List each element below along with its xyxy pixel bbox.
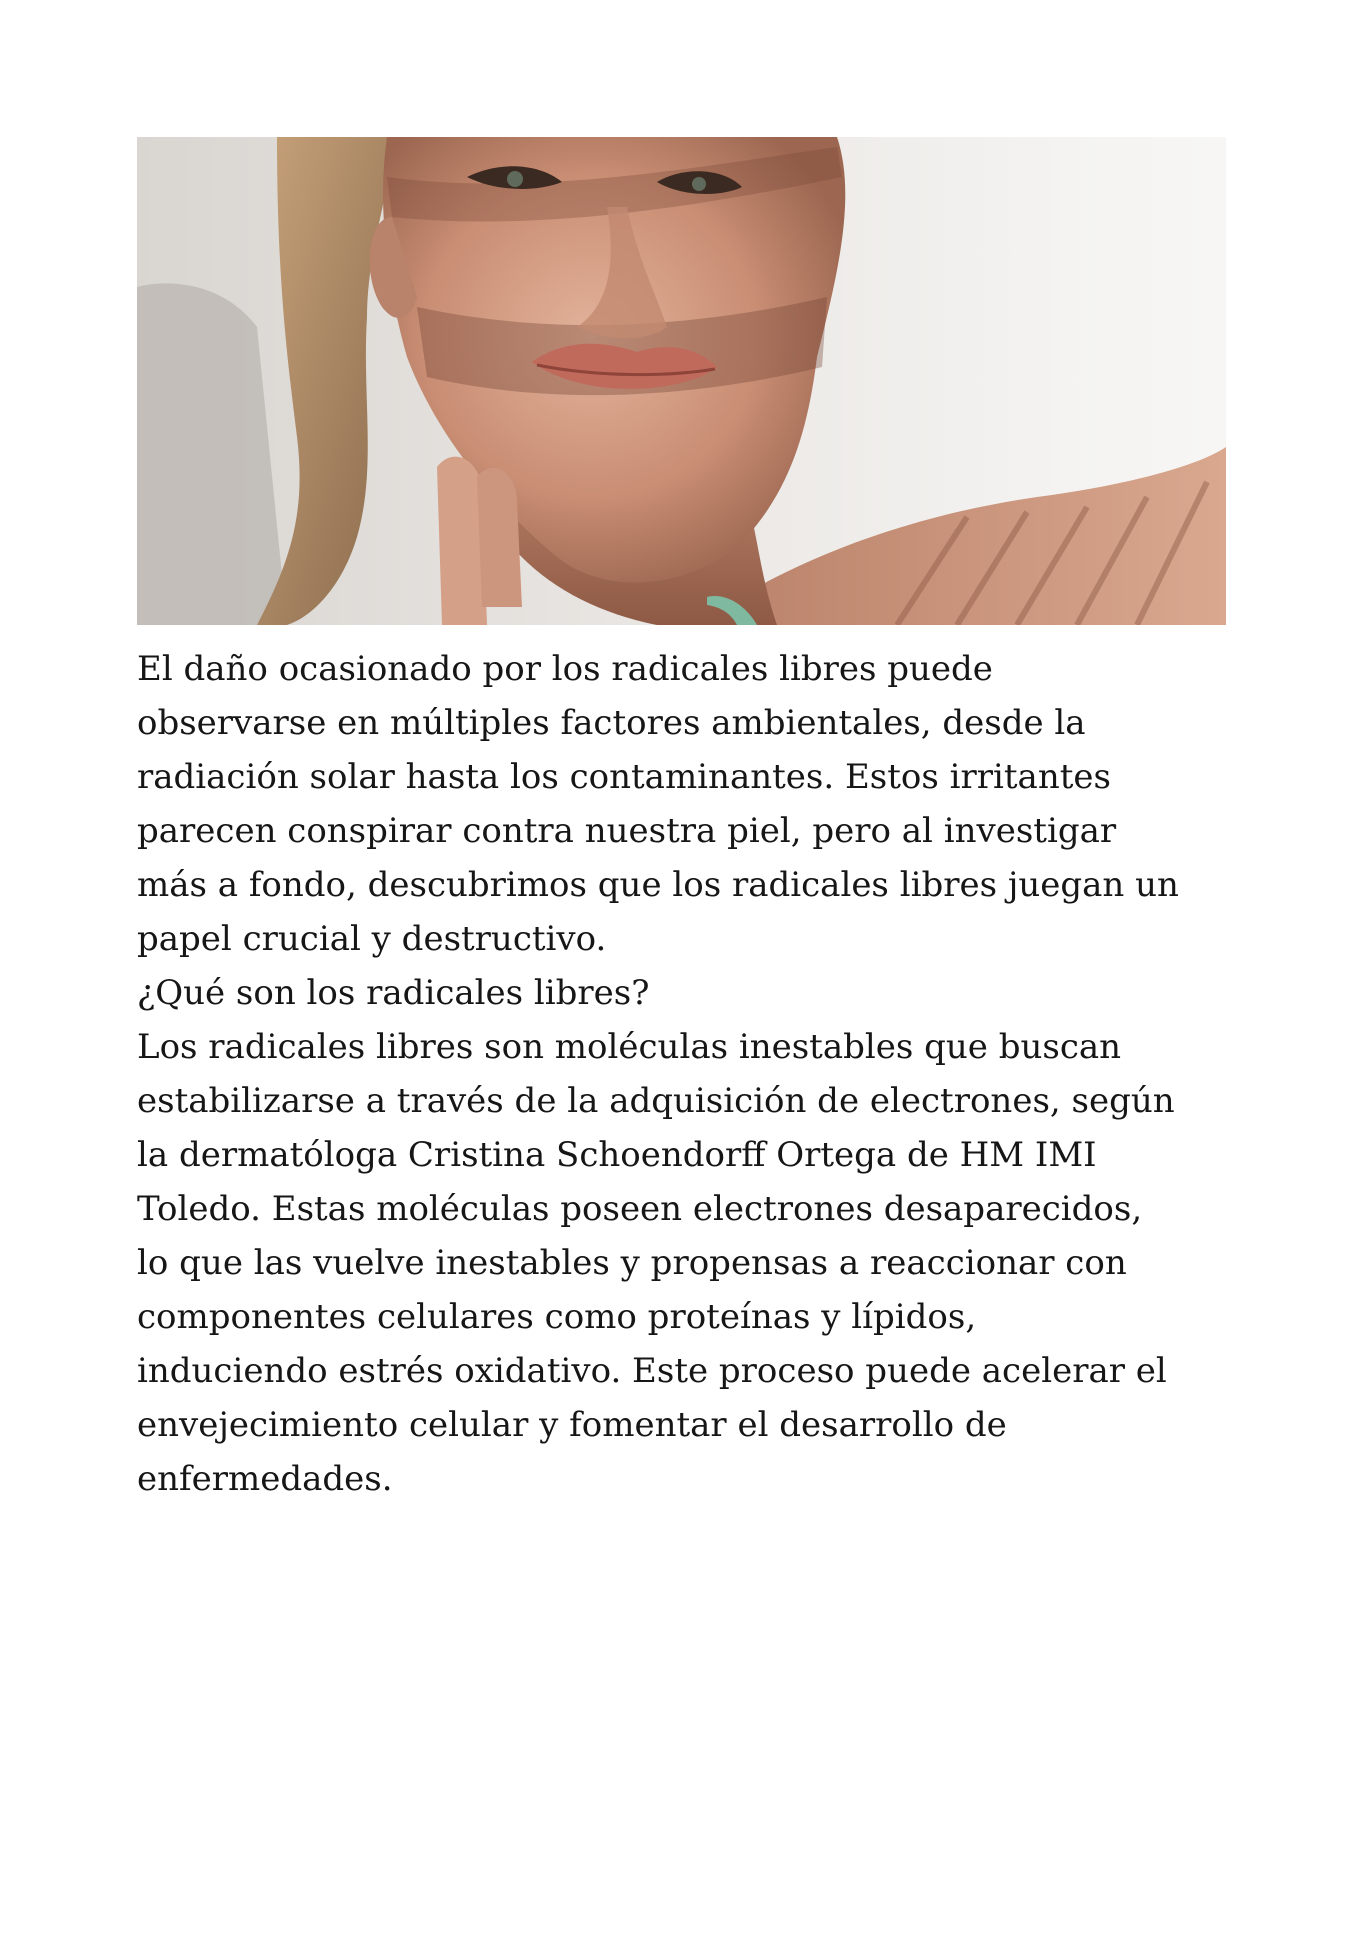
article-body — [137, 642, 1257, 1506]
paragraph-2-line: lo que las vuelve inestables y propensas a reaccionar con — [137, 1243, 1127, 1283]
section-heading: ¿Qué son los radicales libres? — [137, 973, 650, 1013]
header-photo-woman-face-in-sunlight — [137, 137, 1226, 625]
paragraph-2-line: enfermedades. — [137, 1459, 393, 1499]
paragraph-2-line: estabilizarse a través de la adquisición de electrones, según — [137, 1081, 1175, 1121]
photo-illustration — [137, 137, 1226, 625]
paragraph-2-line: envejecimiento celular y fomentar el desarrollo de — [137, 1405, 1007, 1445]
paragraph-2-line: induciendo estrés oxidativo. Este proceso puede acelerar el — [137, 1351, 1167, 1391]
paragraph-2-line: componentes celulares como proteínas y lípidos, — [137, 1297, 977, 1337]
paragraph-1-line: radiación solar hasta los contaminantes. Estos irritantes — [137, 757, 1111, 797]
paragraph-2-line: Los radicales libres son moléculas inestables que buscan — [137, 1027, 1122, 1067]
paragraph-2-line: Toledo. Estas moléculas poseen electrones desaparecidos, — [137, 1189, 1143, 1229]
paragraph-1-line: observarse en múltiples factores ambientales, desde la — [137, 703, 1086, 743]
paragraph-2-line: la dermatóloga Cristina Schoendorff Ortega de HM IMI — [137, 1135, 1097, 1175]
paragraph-1-line: papel crucial y destructivo. — [137, 919, 607, 959]
paragraph-1-line: parecen conspirar contra nuestra piel, pero al investigar — [137, 811, 1117, 851]
paragraph-1-line: más a fondo, descubrimos que los radicales libres juegan un — [137, 865, 1179, 905]
paragraph-1-line: El daño ocasionado por los radicales libres puede — [137, 649, 993, 689]
